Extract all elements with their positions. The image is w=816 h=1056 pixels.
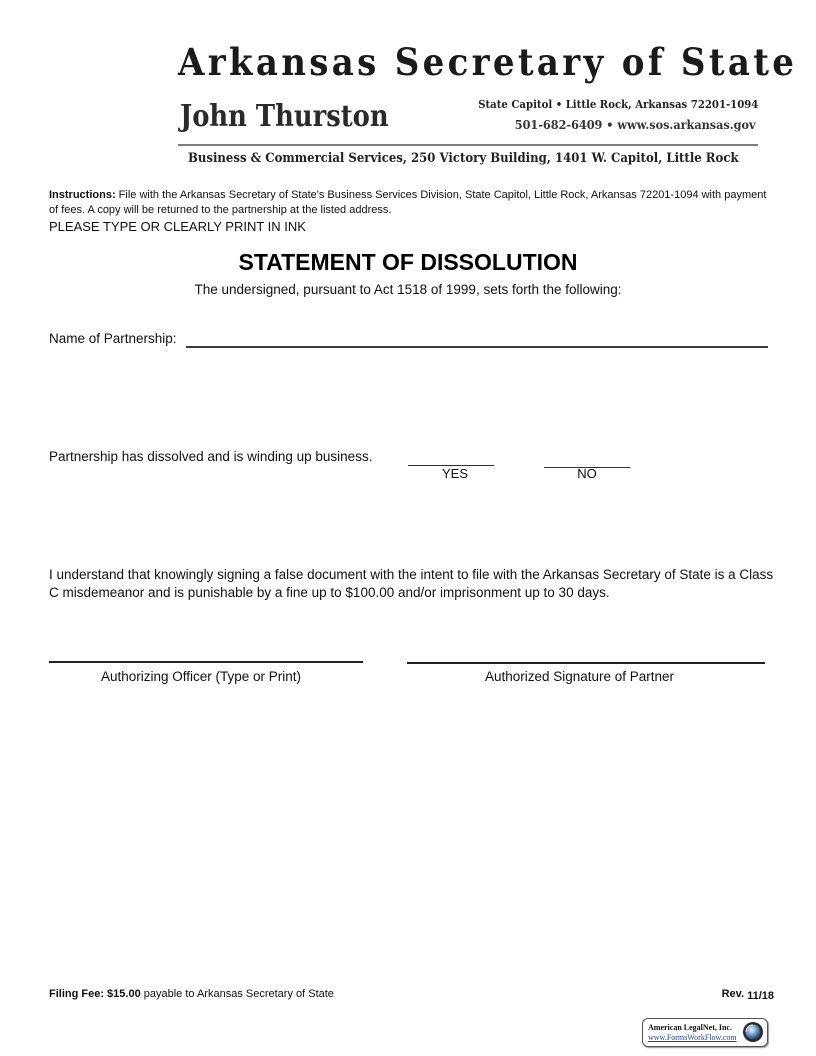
authorizing-officer-label: Authorizing Officer (Type or Print) xyxy=(100,669,302,684)
agency-contact: 501-682-6409 • www.sos.arkansas.gov xyxy=(515,117,756,132)
revision xyxy=(722,988,774,1000)
form-title: STATEMENT OF DISSOLUTION xyxy=(238,249,578,275)
revision-date: 11/18 xyxy=(747,990,774,1002)
instructions-label: Instructions: xyxy=(49,189,116,201)
partner-signature-field[interactable] xyxy=(407,662,765,664)
agency-title: Arkansas Secretary of State xyxy=(178,40,798,84)
partnership-name-field[interactable] xyxy=(186,346,768,348)
form-subtitle: The undersigned, pursuant to Act 1518 of 1999, sets forth the following: xyxy=(194,282,622,297)
false-document-warning: I understand that knowingly signing a false document with the intent to file with the Arkansas Secretary of State is a Class C misdemeanor and is punishable by a fine up to $100.00 and/or imprisonment up to 30 days. xyxy=(49,567,774,600)
partnership-name-label: Name of Partnership: xyxy=(49,331,177,346)
authorizing-officer-field[interactable] xyxy=(49,661,363,663)
dissolved-question: Partnership has dissolved and is winding up business. xyxy=(49,449,373,464)
filing-fee-text: payable to Arkansas Secretary of State xyxy=(140,988,334,1000)
instructions xyxy=(49,188,774,218)
legalnet-badge[interactable] xyxy=(642,1018,768,1047)
print-notice: PLEASE TYPE OR CLEARLY PRINT IN INK xyxy=(49,219,306,234)
revision-label: Rev. xyxy=(721,988,745,1000)
badge-company: American LegalNet, Inc. xyxy=(648,1023,732,1032)
globe-logo-icon xyxy=(742,1021,764,1043)
filing-fee-amount: Filing Fee: $15.00 xyxy=(49,988,141,1000)
instructions-text: File with the Arkansas Secretary of State's Business Services Division, State Capitol, Little Rock, Arkansas 72201-1094 with payment of fees. A copy will be returned to the partnership at the listed address. xyxy=(49,189,767,216)
yes-label: YES xyxy=(441,466,468,481)
letterhead-divider xyxy=(178,144,758,146)
filing-fee xyxy=(49,988,334,1000)
no-label: NO xyxy=(577,466,597,481)
official-name: John Thurston xyxy=(180,99,389,134)
badge-url-link[interactable]: www.FormsWorkFlow.com xyxy=(648,1033,737,1042)
agency-address: State Capitol • Little Rock, Arkansas 72201-1094 xyxy=(477,97,758,111)
partner-signature-label: Authorized Signature of Partner xyxy=(484,669,675,684)
division-address: Business & Commercial Services, 250 Victory Building, 1401 W. Capitol, Little Rock xyxy=(188,151,739,166)
